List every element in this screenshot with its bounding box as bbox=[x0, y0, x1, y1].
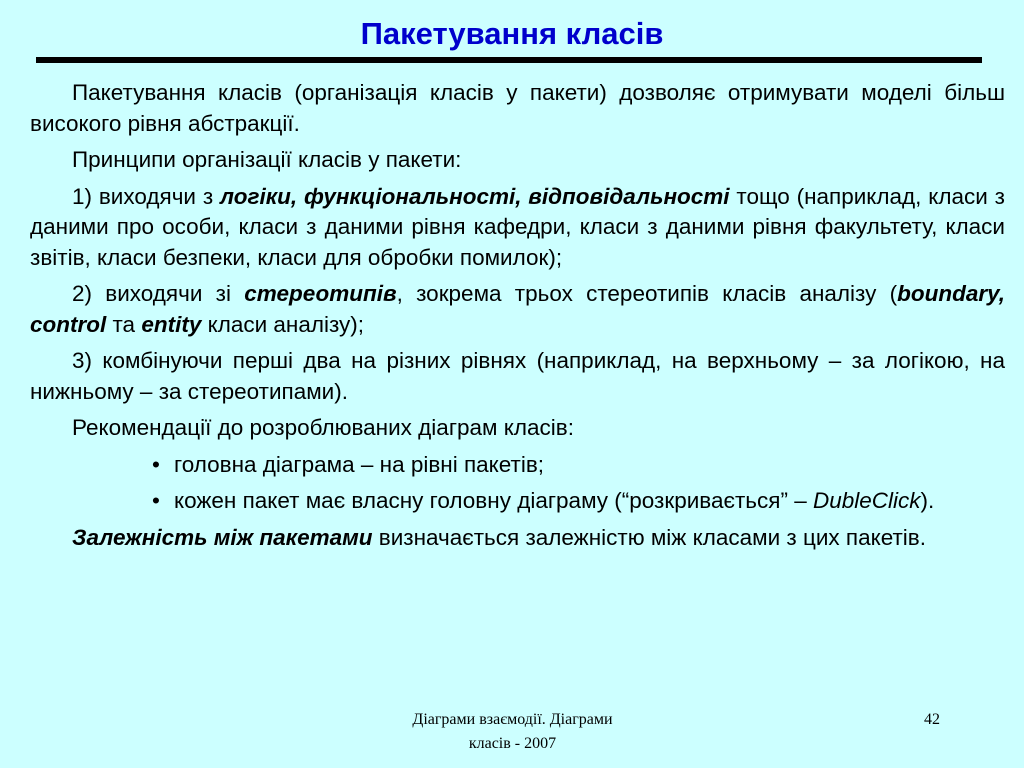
paragraph-principle-3: 3) комбінуючи перші два на різних рівнях (наприклад, на верхньому – за логікою, на нижньому – за стереотипами). bbox=[30, 348, 1005, 404]
principle-2-emphasis: стереотипів bbox=[244, 281, 397, 306]
paragraph-principle-1 bbox=[30, 182, 1005, 274]
principle-1-text: тощо (наприклад, класи з даними про особи, класи з даними рівня кафедри, класи з даними рівня факультету, класи звітів, класи безпеки, класи для обробки помилок); bbox=[30, 183, 1005, 270]
slide-body bbox=[30, 78, 1005, 559]
list-item bbox=[30, 486, 1005, 517]
recommendation-list bbox=[30, 450, 1005, 517]
principle-2-stereotypes: boundary, control bbox=[30, 281, 1006, 337]
page-number: 42 bbox=[924, 711, 940, 728]
title-divider bbox=[36, 57, 982, 63]
principle-1-prefix: 1) виходячи з bbox=[72, 183, 221, 209]
slide-title: Пакетування класів bbox=[360, 16, 664, 51]
list-item-text: головна діаграма – на рівні пакетів; bbox=[174, 451, 545, 477]
paragraph-recommendations: Рекомендації до розроблюваних діаграм класів: bbox=[72, 415, 574, 440]
principle-2-text: , зокрема трьох стереотипів класів аналізу ( bbox=[396, 281, 898, 306]
principle-2-prefix: 2) виходячи зі bbox=[72, 281, 245, 306]
list-item-suffix: ). bbox=[920, 488, 935, 513]
principle-2-suffix: класи аналізу); bbox=[201, 311, 365, 337]
principle-2-entity: entity bbox=[141, 311, 202, 337]
paragraph-principles: Принципи організації класів у пакети: bbox=[72, 147, 462, 172]
list-item-doubleclick: DubleClick bbox=[812, 488, 921, 513]
paragraph-principle-2 bbox=[30, 279, 1005, 340]
list-item-text: кожен пакет має власну головну діаграму (“розкривається” – bbox=[174, 488, 813, 513]
bullet-icon: • bbox=[152, 451, 160, 477]
footer-line-1: Діаграми взаємодії. Діаграми bbox=[412, 711, 613, 728]
dependency-emphasis: Залежність між пакетами bbox=[72, 524, 373, 550]
slide-footer bbox=[360, 708, 665, 756]
principle-1-emphasis: логіки, функціональності, відповідальності bbox=[220, 183, 730, 209]
paragraph-intro: Пакетування класів (організація класів у пакети) дозволяє отримувати моделі більш високого рівня абстракції. bbox=[30, 80, 1005, 136]
footer-line-2: класів - 2007 bbox=[468, 735, 557, 752]
principle-2-conjunction: та bbox=[106, 311, 142, 337]
dependency-text: визначається залежністю між класами з цих пакетів. bbox=[372, 524, 926, 550]
bullet-icon: • bbox=[152, 488, 160, 513]
list-item bbox=[30, 450, 1005, 481]
paragraph-dependency bbox=[30, 523, 1005, 554]
